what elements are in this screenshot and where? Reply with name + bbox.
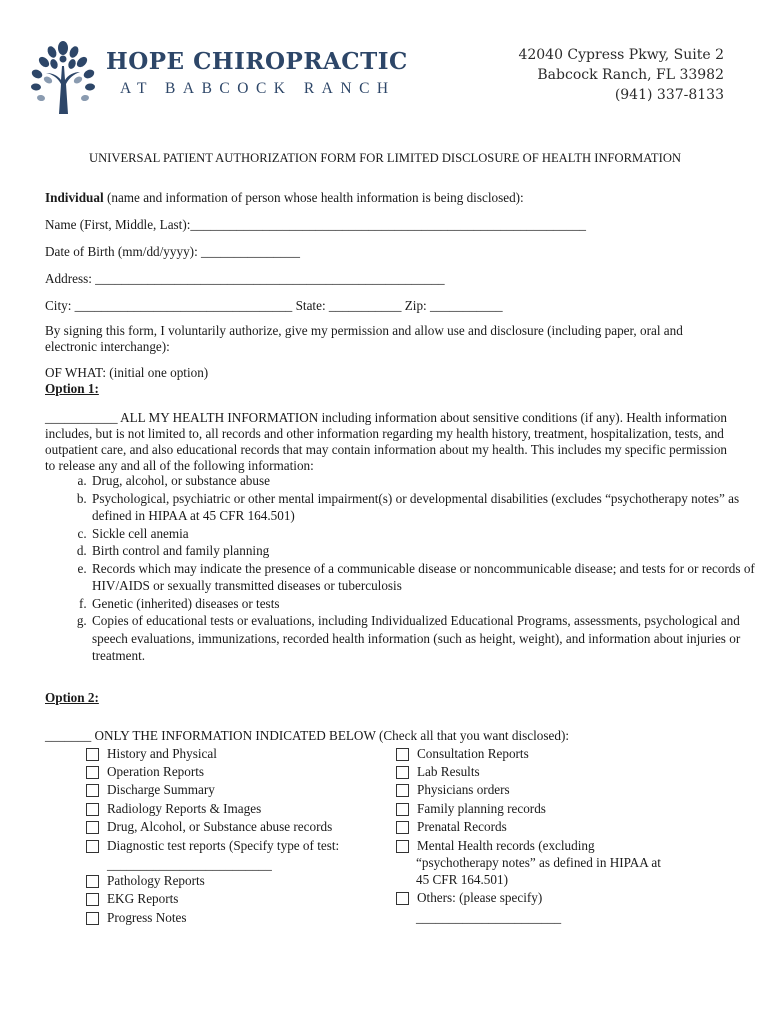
checkbox-pathology-reports[interactable]: Pathology Reports [86,873,205,890]
dob-field[interactable]: Date of Birth (mm/dd/yyyy): _______________ [45,244,300,259]
checkbox-icon[interactable] [86,784,99,797]
list-item: d. Birth control and family planning [90,542,755,560]
list-item: g. Copies of educational tests or evaluations, including Individualized Educational Programs, assessments, psychological and speech evaluations, immunizations, recorded health information (such as height, weight), and information about injuries or treatment. [90,612,755,665]
list-item: f. Genetic (inherited) diseases or tests [90,595,755,613]
checkbox-icon[interactable] [86,912,99,925]
checkbox-icon[interactable] [86,840,99,853]
address-line-1: 42040 Cypress Pkwy, Suite 2 [518,47,724,63]
checkbox-substance-abuse-records[interactable]: Drug, Alcohol, or Substance abuse records [86,819,332,836]
checkbox-others[interactable]: Others: (please specify) [396,890,542,907]
checkbox-icon[interactable] [396,748,409,761]
checkbox-icon[interactable] [396,892,409,905]
option-2-instruction[interactable]: _______ ONLY THE INFORMATION INDICATED BELOW (Check all that you want disclosed): [45,728,570,743]
checkbox-physicians-orders[interactable]: Physicians orders [396,782,510,799]
checkbox-ekg-reports[interactable]: EKG Reports [86,891,178,908]
individual-heading [45,190,524,206]
checkbox-discharge-summary[interactable]: Discharge Summary [86,782,215,799]
option-1-label: Option 1: [45,381,99,396]
clinic-address [518,45,724,105]
checkbox-icon[interactable] [396,821,409,834]
checkbox-consultation-reports[interactable]: Consultation Reports [396,746,529,763]
individual-label: Individual [45,190,104,205]
list-item: c. Sickle cell anemia [90,525,755,543]
of-what-label: OF WHAT: (initial one option) [45,365,209,380]
tree-logo-icon [28,40,98,114]
list-item: a. Drug, alcohol, or substance abuse [90,472,755,490]
form-title: UNIVERSAL PATIENT AUTHORIZATION FORM FOR LIMITED DISCLOSURE OF HEALTH INFORMATION [88,151,682,165]
checkbox-icon[interactable] [396,766,409,779]
brand-name: HOPE CHIROPRACTIC [106,48,408,75]
mental-health-note-line-3: 45 CFR 164.501) [416,872,508,887]
option-1-heading [45,381,99,397]
address-field[interactable]: Address: _____________________________________________________ [45,271,445,286]
checkbox-icon[interactable] [86,803,99,816]
mental-health-note-line-2: “psychotherapy notes” as defined in HIPAA at [416,855,661,870]
checkbox-icon[interactable] [396,784,409,797]
checkbox-history-physical[interactable]: History and Physical [86,746,217,763]
city-state-zip-field[interactable]: City: _________________________________ State: ___________ Zip: ___________ [45,298,503,313]
checkbox-icon[interactable] [396,803,409,816]
option-2-label: Option 2: [45,690,99,705]
checkbox-icon[interactable] [86,821,99,834]
option-1-list [45,472,755,665]
checkbox-icon[interactable] [86,748,99,761]
name-field[interactable]: Name (First, Middle, Last):____________________________________________________________ [45,217,587,232]
checkbox-icon[interactable] [396,840,409,853]
checkbox-operation-reports[interactable]: Operation Reports [86,764,204,781]
address-line-2: Babcock Ranch, FL 33982 [537,67,724,83]
consent-paragraph: By signing this form, I voluntarily authorize, give my permission and allow use and disclosure (including paper, oral and electronic interchange): [45,323,683,354]
checkbox-icon[interactable] [86,893,99,906]
option-2-heading [45,690,99,706]
option-1-paragraph[interactable]: ___________ ALL MY HEALTH INFORMATION including information about sensitive conditions (if any). Health information includes, but is not limited to, all records and other information regarding my health history, treatment, hospitalization, tests, and outpatient care, and also educational records that may contain information about my health. This includes my specific permission to release any and all of the following information: [45,410,728,473]
checkbox-mental-health-records[interactable]: Mental Health records (excluding [396,838,595,855]
checkbox-radiology-reports[interactable]: Radiology Reports & Images [86,801,261,818]
brand-subtitle: AT BABCOCK RANCH [120,80,396,97]
checkbox-icon[interactable] [86,875,99,888]
checkbox-prenatal-records[interactable]: Prenatal Records [396,819,507,836]
checkbox-family-planning-records[interactable]: Family planning records [396,801,546,818]
logo [28,40,408,114]
checkbox-icon[interactable] [86,766,99,779]
list-item: b. Psychological, psychiatric or other mental impairment(s) or developmental disabilities (excludes “psychotherapy notes” as defined in HIPAA at 45 CFR 164.501) [90,490,755,525]
checkbox-lab-results[interactable]: Lab Results [396,764,480,781]
diagnostic-test-blank[interactable]: _________________________ [107,857,272,872]
list-item: e. Records which may indicate the presence of a communicable disease or noncommunicable disease; and tests for or records of HIV/AIDS or sexually transmitted diseases or tuberculosis [90,560,755,595]
phone-number: (941) 337-8133 [614,87,724,103]
others-blank[interactable]: ______________________ [416,910,562,925]
checkbox-diagnostic-test-reports[interactable]: Diagnostic test reports (Specify type of test: [86,838,339,855]
individual-description: (name and information of person whose health information is being disclosed): [103,190,524,205]
checkbox-progress-notes[interactable]: Progress Notes [86,910,187,927]
